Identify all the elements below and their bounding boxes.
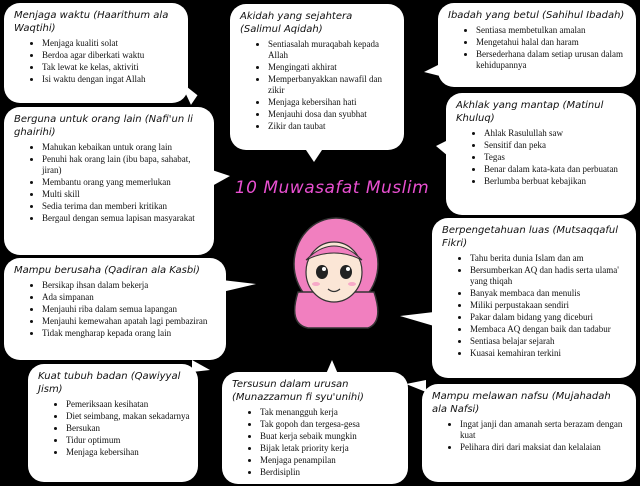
list-item: • Bijak letak priority kerja xyxy=(260,443,400,454)
tail-mampu-melawan xyxy=(406,380,426,392)
center-title: 10 Muwasafat Muslim xyxy=(234,178,430,198)
list-item: • Bergaul dengan semua lapisan masyarakat xyxy=(42,213,206,224)
box-list xyxy=(232,407,400,478)
box-list xyxy=(14,38,180,85)
list-item: • Ingat janji dan amanah serta berazam dengan kuat xyxy=(460,419,628,441)
list-item: • Banyak membaca dan menulis xyxy=(470,288,628,299)
list-item: • Memperbanyakkan nawafil dan zikir xyxy=(268,74,396,96)
list-item: • Ada simpanan xyxy=(42,292,218,303)
list-item: • Menjaga kualiti solat xyxy=(42,38,180,49)
list-item: • Bersukan xyxy=(66,423,190,434)
box-mampu-berusaha xyxy=(4,258,226,360)
list-item: • Ahlak Rasulullah saw xyxy=(484,128,628,139)
list-item: • Tegas xyxy=(484,152,628,163)
list-item: • Tak gopoh dan tergesa-gesa xyxy=(260,419,400,430)
list-item: • Kuasai kemahiran terkini xyxy=(470,348,628,359)
box-list xyxy=(456,128,628,187)
list-item: • Tidur optimum xyxy=(66,435,190,446)
box-title: Akhlak yang mantap (Matinul Khuluq) xyxy=(456,100,604,124)
list-item: • Sensitif dan peka xyxy=(484,140,628,151)
box-list xyxy=(240,39,396,132)
list-item: • Isi waktu dengan ingat Allah xyxy=(42,74,180,85)
list-item: • Membaca AQ dengan baik dan tadabur xyxy=(470,324,628,335)
list-item: • Bersumberkan AQ dan hadis serta ulama' yang thiqah xyxy=(470,265,628,287)
box-title: Berpengetahuan luas (Mutsaqqaful Fikri) xyxy=(442,225,619,249)
list-item: • Multi skill xyxy=(42,189,206,200)
list-item: • Membantu orang yang memerlukan xyxy=(42,177,206,188)
list-item: • Benar dalam kata-kata dan perbuatan xyxy=(484,164,628,175)
list-item: • Mahukan kebaikan untuk orang lain xyxy=(42,142,206,153)
box-title: Ibadah yang betul (Sahihul Ibadah) xyxy=(448,10,625,21)
list-item: • Miliki perpustakaan sendiri xyxy=(470,300,628,311)
list-item: • Sentiasalah muraqabah kepada Allah xyxy=(268,39,396,61)
tail-berpengetahuan xyxy=(400,312,434,326)
list-item: • Bersederhana dalam setiap urusan dalam kehidupannya xyxy=(476,49,628,71)
list-item: • Berdoa agar diberkati waktu xyxy=(42,50,180,61)
box-list xyxy=(448,25,628,71)
list-item: • Berlumba berbuat kebajikan xyxy=(484,176,628,187)
hijab-girl-illustration xyxy=(268,212,408,332)
box-title: Kuat tubuh badan (Qawiyyal Jism) xyxy=(38,371,181,395)
list-item: • Sentiasa membetulkan amalan xyxy=(476,25,628,36)
list-item: • Mengingati akhirat xyxy=(268,62,396,73)
list-item: • Sedia terima dan memberi kritikan xyxy=(42,201,206,212)
list-item: • Buat kerja sebaik mungkin xyxy=(260,431,400,442)
box-title: Berguna untuk orang lain (Nafi'un li ghairihi) xyxy=(14,114,193,138)
box-kuat-tubuh xyxy=(28,364,198,482)
left-eye xyxy=(316,265,328,279)
list-item: • Menjaga penampilan xyxy=(260,455,400,466)
list-item: • Tidak mengharap kepada orang lain xyxy=(42,328,218,339)
list-item: • Tahu berita dunia Islam dan am xyxy=(470,253,628,264)
list-item: • Zikir dan taubat xyxy=(268,121,396,132)
list-item: • Diet seimbang, makan sekadarnya xyxy=(66,411,190,422)
list-item: • Menjauhi riba dalam semua lapangan xyxy=(42,304,218,315)
box-title: Mampu berusaha (Qadiran ala Kasbi) xyxy=(14,265,200,276)
list-item: • Menjaga kebersihan xyxy=(66,447,190,458)
box-menjaga-waktu xyxy=(4,3,188,103)
box-akidah xyxy=(230,4,404,150)
box-ibadah xyxy=(438,3,636,87)
box-tersusun xyxy=(222,372,408,484)
list-item: • Berdisiplin xyxy=(260,467,400,478)
box-list xyxy=(432,419,628,453)
box-title: Menjaga waktu (Haarithum ala Waqtihi) xyxy=(14,10,169,34)
box-mampu-melawan-nafsu xyxy=(422,384,636,482)
box-title: Mampu melawan nafsu (Mujahadah ala Nafsi) xyxy=(432,391,611,415)
list-item: • Tak menangguh kerja xyxy=(260,407,400,418)
list-item: • Penuhi hak orang lain (ibu bapa, sahabat, jiran) xyxy=(42,154,206,176)
box-list xyxy=(442,253,628,359)
list-item: • Pakar dalam bidang yang diceburi xyxy=(470,312,628,323)
box-berpengetahuan xyxy=(432,218,636,378)
list-item: • Sentiasa belajar sejarah xyxy=(470,336,628,347)
box-title: Akidah yang sejahtera (Salimul Aqidah) xyxy=(240,11,353,35)
box-list xyxy=(14,142,206,224)
list-item: • Menjauhi kemewahan apatah lagi pembaziran xyxy=(42,316,218,327)
tail-mampu-berusaha xyxy=(222,280,256,292)
box-berguna xyxy=(4,107,214,255)
box-title: Tersusun dalam urusan (Munazzamun fi syu'unihi) xyxy=(232,379,364,403)
list-item: • Mengetahui halal dan haram xyxy=(476,37,628,48)
list-item: • Tak lewat ke kelas, aktiviti xyxy=(42,62,180,73)
box-list xyxy=(38,399,190,458)
right-eye xyxy=(340,265,352,279)
tail-akidah xyxy=(306,150,322,162)
box-akhlak xyxy=(446,93,636,215)
list-item: • Menjauhi dosa dan syubhat xyxy=(268,109,396,120)
list-item: • Pemeriksaan kesihatan xyxy=(66,399,190,410)
list-item: • Menjaga kebersihan hati xyxy=(268,97,396,108)
list-item: • Bersikap ihsan dalam bekerja xyxy=(42,280,218,291)
list-item: • Pelihara diri dari maksiat dan kelalaian xyxy=(460,442,628,453)
tail-berguna xyxy=(212,170,230,186)
box-list xyxy=(14,280,218,339)
